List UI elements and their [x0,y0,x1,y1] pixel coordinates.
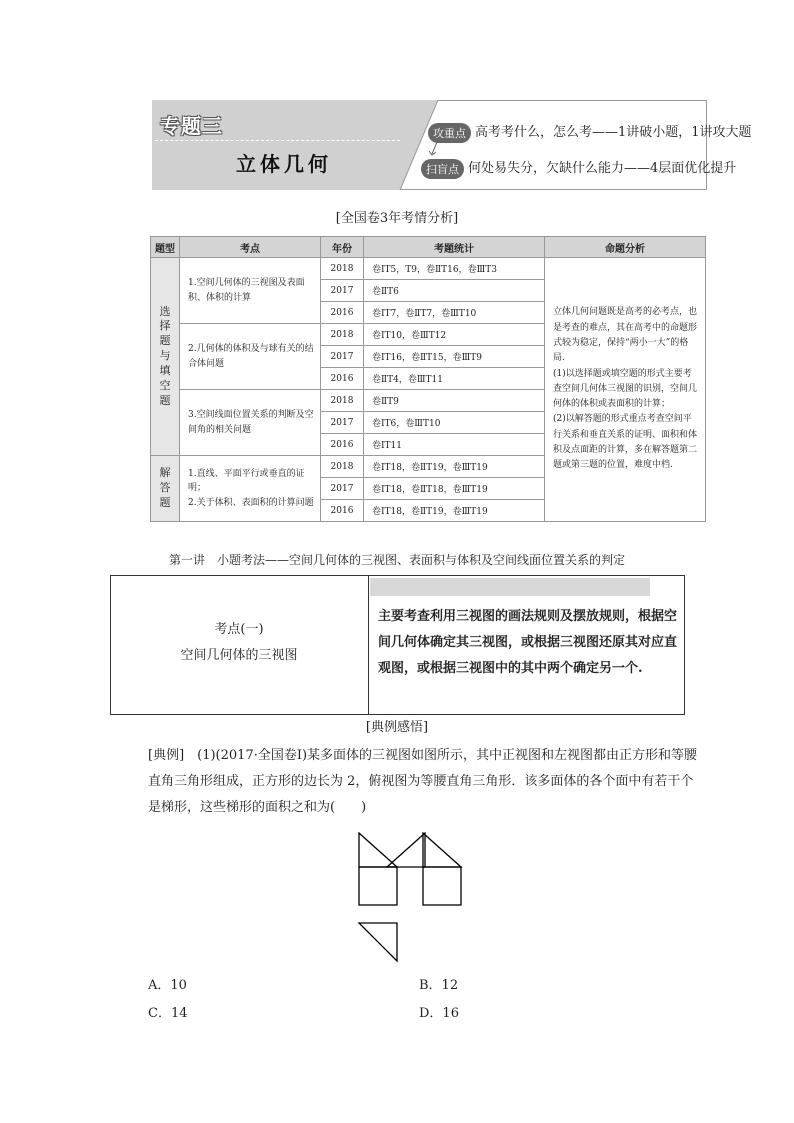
stat-cell: 卷ⅠT10，卷ⅢT12 [364,324,545,346]
topic-title: 立体几何 [236,152,332,176]
point-description: 主要考查利用三视图的画法规则及摆放规则，根据空间几何体确定其三视图，或根据三视图还原其对应直观图，或根据三视图中的其中两个确定另一个. [378,609,678,676]
stat-cell: 卷ⅠT18，卷ⅡT18，卷ⅢT19 [364,478,545,500]
year-cell: 2018 [321,258,364,280]
year-cell: 2017 [321,280,364,302]
banner-line-focus: 高考考什么，怎么考——1讲破小题，1讲攻大题 [475,125,752,140]
header-year: 年份 [321,237,364,258]
point-cell: 3.空间线面位置关系的判断及空间角的相关问题 [180,390,321,456]
header-point: 考点 [180,237,321,258]
table-header-row [151,237,706,258]
analysis-cell [545,258,706,522]
type-label: 解答题 [159,466,171,509]
example-caption: [典例感悟] [365,720,429,735]
side-view-body [423,833,461,905]
point-text: 1.直线、平面平行或垂直的证明； 2.关于体积、表面积的计算问题 [188,468,314,508]
problem-text: [典例] (1)(2017·全国卷Ⅰ)某多面体的三视图如图所示，其中正视图和左视图都由正方形和等腰直角三角形组成，正方形的边长为 2，俯视图为等腰直角三角形．该多面体的各个面中有若干个是梯形，这些梯形的面积之和为( ) [148,748,698,815]
type-cell-answer [151,456,180,522]
topic-label: 专题三 [160,114,223,138]
front-view [359,833,397,905]
year-cell: 2018 [321,324,364,346]
arrow-down-icon [428,141,440,157]
year-cell: 2017 [321,346,364,368]
point-number: 考点(一) [214,622,264,637]
year-cell: 2017 [321,412,364,434]
stat-cell: 卷ⅠT6，卷ⅢT10 [364,412,545,434]
stat-cell: 卷ⅠT18，卷ⅡT19，卷ⅢT19 [364,500,545,522]
exam-analysis-table [150,236,706,522]
lecture-title: 第一讲 小题考法——空间几何体的三视图、表面积与体积及空间线面位置关系的判定 [168,553,625,567]
stat-cell: 卷ⅡT6 [364,280,545,302]
type-label: 选择题与填空题 [159,304,171,407]
stat-cell: 卷ⅡT9 [364,390,545,412]
point-box-stripe [370,578,650,596]
stat-cell: 卷ⅠT5，T9，卷ⅡT16，卷ⅢT3 [364,258,545,280]
table-row [151,258,706,280]
point-cell: 1.空间几何体的三视图及表面积、体积的计算 [180,258,321,324]
point-cell [180,456,321,522]
option-d: D．16 [419,1006,459,1021]
banner-divider [155,140,400,141]
header-type: 题型 [151,237,180,258]
analysis-caption: [全国卷3年考情分析] [335,211,459,226]
type-cell-choice [151,258,180,456]
point-name: 空间几何体的三视图 [180,648,298,663]
year-cell: 2016 [321,302,364,324]
year-cell: 2016 [321,434,364,456]
top-view [359,923,397,961]
stat-cell: 卷ⅡT4，卷ⅢT11 [364,368,545,390]
tag-blind-spot: 扫盲点 [421,159,464,179]
option-a: A．10 [148,978,187,993]
option-b: B．12 [419,978,459,993]
year-cell: 2017 [321,478,364,500]
point-box-divider [368,575,369,715]
header-stat: 考题统计 [364,237,545,258]
year-cell: 2016 [321,368,364,390]
option-c: C．14 [148,1006,188,1021]
year-cell: 2018 [321,456,364,478]
stat-cell: 卷ⅠT18，卷ⅡT19，卷ⅢT19 [364,456,545,478]
banner-line-blind-spot: 何处易失分，欠缺什么能力——4层面优化提升 [468,161,737,176]
year-cell: 2018 [321,390,364,412]
year-cell: 2016 [321,500,364,522]
three-view-figure [357,832,467,964]
stat-cell: 卷ⅠT16，卷ⅡT15，卷ⅢT9 [364,346,545,368]
side-view [387,833,425,867]
stat-cell: 卷ⅠT7，卷ⅡT7，卷ⅢT10 [364,302,545,324]
tag-focus: 攻重点 [428,123,471,143]
point-label [110,617,368,669]
analysis-text: 立体几何问题既是高考的必考点，也是考查的难点，其在高考中的命题形式较为稳定，保持“两小一大”的格局. (1)以选择题或填空题的形式主要考查空间几何体三视图的识别，空间几何体的体积或表面积的计算； (2)以解答题的形式重点考查空间平行关系和垂直关系的证明、面积和体积及点面距的计算，多在解答题第二题或第三题的位置，难度中档. [553,307,698,471]
header-analysis: 命题分析 [545,237,706,258]
point-cell: 2.几何体的体积及与球有关的结合体问题 [180,324,321,390]
stat-cell: 卷ⅠT11 [364,434,545,456]
